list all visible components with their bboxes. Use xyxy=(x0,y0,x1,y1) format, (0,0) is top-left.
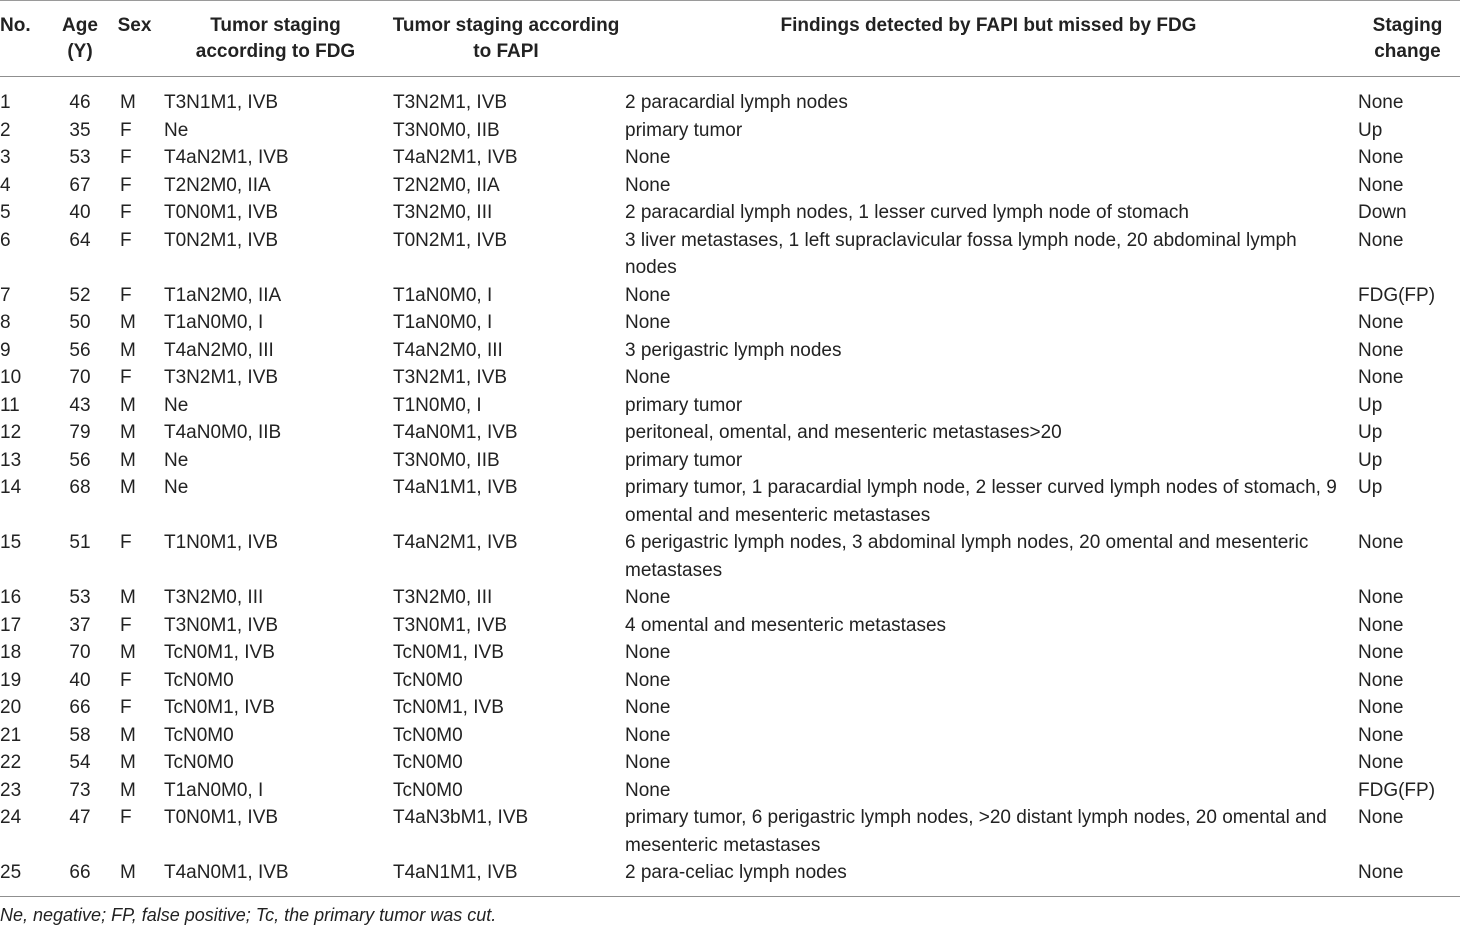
cell-fapi-staging: T4aN2M1, IVB xyxy=(393,147,518,168)
cell-findings: primary tumor xyxy=(625,449,743,471)
cell-age: 67 xyxy=(69,174,91,196)
cell-sex: F xyxy=(120,119,132,141)
cell-staging-change: Down xyxy=(1358,202,1407,223)
cell-no: 21 xyxy=(0,724,22,746)
cell-staging-change: None xyxy=(1358,147,1404,168)
cell-sex: M xyxy=(120,587,136,608)
cell-age: 53 xyxy=(69,147,91,168)
cell-no: 6 xyxy=(0,229,11,251)
header-fapi-staging: Tumor staging according to FAPI xyxy=(392,15,620,62)
cell-findings: 3 perigastric lymph nodes xyxy=(625,339,842,361)
cell-fapi-staging: T3N0M0, IIB xyxy=(393,449,500,471)
cell-fdg-staging: T1N0M1, IVB xyxy=(164,532,279,553)
cell-staging-change: None xyxy=(1358,339,1404,361)
cell-findings: 3 liver metastases, 1 left supraclavicular fossa lymph node, 20 abdominal lymph nodes xyxy=(625,229,1297,278)
cell-sex: M xyxy=(120,312,136,333)
cell-age: 73 xyxy=(69,779,91,801)
cell-findings: primary tumor, 6 perigastric lymph nodes, >20 distant lymph nodes, 20 omental and mesenteric metastases xyxy=(625,807,1327,856)
header-age: Age (Y) xyxy=(62,15,98,62)
cell-sex: M xyxy=(120,92,136,113)
cell-findings: primary tumor, 1 paracardial lymph node, 2 lesser curved lymph nodes of stomach, 9 omental and mesenteric metastases xyxy=(625,477,1337,526)
cell-sex: F xyxy=(120,807,132,828)
cell-age: 43 xyxy=(69,394,91,416)
table-row xyxy=(0,447,1460,475)
cell-sex: F xyxy=(120,669,132,691)
cell-sex: F xyxy=(120,697,132,718)
cell-fapi-staging: T1aN0M0, I xyxy=(393,284,493,306)
table-row xyxy=(0,859,1460,896)
cell-staging-change: FDG(FP) xyxy=(1358,779,1436,801)
cell-staging-change: None xyxy=(1358,532,1404,553)
cell-sex: M xyxy=(120,449,136,471)
cell-findings: None xyxy=(625,367,671,388)
cell-sex: M xyxy=(120,394,136,416)
cell-fapi-staging: TcN0M0 xyxy=(393,752,463,773)
table-row xyxy=(0,337,1460,365)
table-row xyxy=(0,529,1460,584)
cell-sex: F xyxy=(120,614,132,636)
cell-fapi-staging: T3N2M0, III xyxy=(393,202,493,223)
cell-findings: None xyxy=(625,284,671,306)
cell-fdg-staging: T3N2M1, IVB xyxy=(164,367,279,388)
table-row xyxy=(0,172,1460,200)
table-header xyxy=(0,1,1460,77)
cell-staging-change: None xyxy=(1358,697,1404,718)
cell-fdg-staging: T3N1M1, IVB xyxy=(164,92,279,113)
cell-fdg-staging: Ne xyxy=(164,477,189,498)
cell-findings: 6 perigastric lymph nodes, 3 abdominal lymph nodes, 20 omental and mesenteric metastases xyxy=(625,532,1309,581)
table-row xyxy=(0,749,1460,777)
cell-findings: None xyxy=(625,642,671,663)
cell-age: 66 xyxy=(69,862,91,883)
cell-staging-change: Up xyxy=(1358,422,1383,443)
cell-fdg-staging: T4aN0M0, IIB xyxy=(164,422,282,443)
header-fdg-staging: Tumor staging according to FDG xyxy=(195,15,356,62)
cell-no: 1 xyxy=(0,92,11,113)
cell-findings: None xyxy=(625,724,671,746)
table-body xyxy=(0,77,1460,897)
cell-no: 12 xyxy=(0,422,22,443)
table-row xyxy=(0,722,1460,750)
header-sex: Sex xyxy=(117,15,152,36)
cell-fapi-staging: TcN0M1, IVB xyxy=(393,642,504,663)
cell-sex: F xyxy=(120,284,132,306)
table-row xyxy=(0,117,1460,145)
cell-findings: peritoneal, omental, and mesenteric metastases>20 xyxy=(625,422,1062,443)
cell-no: 22 xyxy=(0,752,22,773)
cell-fdg-staging: T3N0M1, IVB xyxy=(164,614,279,636)
cell-findings: None xyxy=(625,779,671,801)
cell-no: 8 xyxy=(0,312,11,333)
table-row xyxy=(0,309,1460,337)
cell-age: 50 xyxy=(69,312,91,333)
cell-fdg-staging: T4aN2M0, III xyxy=(164,339,274,361)
cell-staging-change: FDG(FP) xyxy=(1358,284,1436,306)
cell-fdg-staging: Ne xyxy=(164,119,189,141)
cell-no: 15 xyxy=(0,532,22,553)
table-row xyxy=(0,584,1460,612)
table-row xyxy=(0,282,1460,310)
cell-fapi-staging: T3N2M1, IVB xyxy=(393,367,508,388)
cell-age: 35 xyxy=(69,119,91,141)
table-row xyxy=(0,77,1460,117)
cell-fapi-staging: TcN0M0 xyxy=(393,669,463,691)
cell-fapi-staging: T4aN3bM1, IVB xyxy=(393,807,529,828)
cell-findings: None xyxy=(625,587,671,608)
cell-sex: F xyxy=(120,367,132,388)
cell-staging-change: None xyxy=(1358,807,1404,828)
cell-age: 52 xyxy=(69,284,91,306)
table-row xyxy=(0,804,1460,859)
cell-age: 58 xyxy=(69,724,91,746)
cell-no: 19 xyxy=(0,669,22,691)
cell-staging-change: None xyxy=(1358,669,1404,691)
cell-fapi-staging: T1N0M0, I xyxy=(393,394,482,416)
cell-findings: 4 omental and mesenteric metastases xyxy=(625,614,947,636)
cell-findings: 2 paracardial lymph nodes xyxy=(625,92,848,113)
cell-fapi-staging: T0N2M1, IVB xyxy=(393,229,508,251)
cell-fdg-staging: T3N2M0, III xyxy=(164,587,264,608)
cell-age: 70 xyxy=(69,367,91,388)
cell-staging-change: None xyxy=(1358,642,1404,663)
cell-staging-change: Up xyxy=(1358,119,1383,141)
cell-sex: F xyxy=(120,147,132,168)
cell-no: 16 xyxy=(0,587,22,608)
cell-staging-change: None xyxy=(1358,587,1404,608)
cell-staging-change: Up xyxy=(1358,394,1383,416)
table-row xyxy=(0,694,1460,722)
cell-no: 10 xyxy=(0,367,22,388)
cell-staging-change: Up xyxy=(1358,449,1383,471)
cell-fdg-staging: T2N2M0, IIA xyxy=(164,174,271,196)
cell-findings: primary tumor xyxy=(625,394,743,416)
table-row xyxy=(0,419,1460,447)
cell-sex: M xyxy=(120,642,136,663)
cell-fdg-staging: TcN0M0 xyxy=(164,752,234,773)
cell-fapi-staging: TcN0M0 xyxy=(393,779,463,801)
cell-fapi-staging: T1aN0M0, I xyxy=(393,312,493,333)
cell-fapi-staging: T2N2M0, IIA xyxy=(393,174,500,196)
cell-age: 40 xyxy=(69,669,91,691)
cell-age: 56 xyxy=(69,339,91,361)
cell-fdg-staging: T4aN2M1, IVB xyxy=(164,147,289,168)
cell-no: 20 xyxy=(0,697,22,718)
cell-findings: None xyxy=(625,174,671,196)
table-row xyxy=(0,474,1460,529)
cell-findings: None xyxy=(625,669,671,691)
cell-fdg-staging: TcN0M0 xyxy=(164,669,234,691)
cell-staging-change: None xyxy=(1358,174,1404,196)
cell-findings: None xyxy=(625,752,671,773)
table-row xyxy=(0,639,1460,667)
cell-findings: None xyxy=(625,312,671,333)
cell-age: 47 xyxy=(69,807,91,828)
cell-findings: primary tumor xyxy=(625,119,743,141)
cell-no: 18 xyxy=(0,642,22,663)
cell-no: 9 xyxy=(0,339,11,361)
cell-sex: M xyxy=(120,422,136,443)
cell-no: 3 xyxy=(0,147,11,168)
cell-age: 54 xyxy=(69,752,91,773)
header-row xyxy=(0,1,1460,77)
table-row xyxy=(0,227,1460,282)
cell-age: 64 xyxy=(69,229,91,251)
cell-age: 53 xyxy=(69,587,91,608)
cell-sex: F xyxy=(120,174,132,196)
cell-findings: 2 para-celiac lymph nodes xyxy=(625,862,847,883)
cell-fdg-staging: TcN0M0 xyxy=(164,724,234,746)
header-no: No. xyxy=(0,15,31,36)
cell-sex: M xyxy=(120,724,136,746)
cell-age: 68 xyxy=(69,477,91,498)
cell-fapi-staging: T4aN2M0, III xyxy=(393,339,503,361)
cell-age: 79 xyxy=(69,422,91,443)
table-row xyxy=(0,612,1460,640)
cell-no: 11 xyxy=(0,394,20,416)
table-row xyxy=(0,777,1460,805)
cell-fdg-staging: Ne xyxy=(164,394,189,416)
cell-sex: F xyxy=(120,202,132,223)
cell-fapi-staging: T4aN1M1, IVB xyxy=(393,862,518,883)
cell-staging-change: Up xyxy=(1358,477,1383,498)
cell-fdg-staging: Ne xyxy=(164,449,189,471)
cell-staging-change: None xyxy=(1358,229,1404,251)
cell-age: 51 xyxy=(69,532,91,553)
cell-findings: None xyxy=(625,147,671,168)
cell-staging-change: None xyxy=(1358,367,1404,388)
cell-staging-change: None xyxy=(1358,724,1404,746)
cell-no: 23 xyxy=(0,779,22,801)
cell-no: 17 xyxy=(0,614,22,636)
cell-age: 70 xyxy=(69,642,91,663)
cell-no: 4 xyxy=(0,174,11,196)
cell-fapi-staging: T3N2M0, III xyxy=(393,587,493,608)
cell-fdg-staging: TcN0M1, IVB xyxy=(164,642,275,663)
cell-sex: F xyxy=(120,532,132,553)
cell-no: 13 xyxy=(0,449,22,471)
cell-sex: F xyxy=(120,229,132,251)
cell-fapi-staging: T3N0M1, IVB xyxy=(393,614,508,636)
table-row xyxy=(0,144,1460,172)
cell-staging-change: None xyxy=(1358,862,1404,883)
cell-fapi-staging: TcN0M1, IVB xyxy=(393,697,504,718)
cell-age: 56 xyxy=(69,449,91,471)
cell-no: 7 xyxy=(0,284,11,306)
cell-no: 5 xyxy=(0,202,11,223)
cell-sex: M xyxy=(120,862,136,883)
cell-staging-change: None xyxy=(1358,752,1404,773)
table-footnote: Ne, negative; FP, false positive; Tc, the primary tumor was cut. xyxy=(0,904,497,925)
cell-age: 37 xyxy=(69,614,91,636)
table-row xyxy=(0,667,1460,695)
cell-age: 46 xyxy=(69,92,91,113)
header-findings: Findings detected by FAPI but missed by FDG xyxy=(780,15,1197,36)
cell-findings: 2 paracardial lymph nodes, 1 lesser curved lymph node of stomach xyxy=(625,202,1189,223)
cell-sex: M xyxy=(120,477,136,498)
cell-fapi-staging: T3N0M0, IIB xyxy=(393,119,500,141)
cell-fdg-staging: T0N0M1, IVB xyxy=(164,807,279,828)
cell-age: 40 xyxy=(69,202,91,223)
cell-no: 14 xyxy=(0,477,22,498)
cell-no: 2 xyxy=(0,119,11,141)
cell-fdg-staging: T1aN2M0, IIA xyxy=(164,284,282,306)
cell-fdg-staging: T4aN0M1, IVB xyxy=(164,862,289,883)
table-row xyxy=(0,392,1460,420)
cell-fdg-staging: T0N2M1, IVB xyxy=(164,229,279,251)
cell-age: 66 xyxy=(69,697,91,718)
cell-fapi-staging: T4aN2M1, IVB xyxy=(393,532,518,553)
cell-fdg-staging: T1aN0M0, I xyxy=(164,312,264,333)
cell-no: 25 xyxy=(0,862,22,883)
cell-fapi-staging: T4aN1M1, IVB xyxy=(393,477,518,498)
cell-staging-change: None xyxy=(1358,614,1404,636)
cell-no: 24 xyxy=(0,807,22,828)
table-row xyxy=(0,199,1460,227)
cell-sex: M xyxy=(120,339,136,361)
cell-staging-change: None xyxy=(1358,312,1404,333)
cell-fdg-staging: TcN0M1, IVB xyxy=(164,697,275,718)
table-row xyxy=(0,364,1460,392)
cell-sex: M xyxy=(120,779,136,801)
header-staging-change: Staging change xyxy=(1372,15,1443,62)
cell-staging-change: None xyxy=(1358,92,1404,113)
cell-fapi-staging: T4aN0M1, IVB xyxy=(393,422,518,443)
cell-fdg-staging: T0N0M1, IVB xyxy=(164,202,279,223)
cell-fapi-staging: TcN0M0 xyxy=(393,724,463,746)
cell-fapi-staging: T3N2M1, IVB xyxy=(393,92,508,113)
cell-sex: M xyxy=(120,752,136,773)
cell-fdg-staging: T1aN0M0, I xyxy=(164,779,264,801)
cell-findings: None xyxy=(625,697,671,718)
